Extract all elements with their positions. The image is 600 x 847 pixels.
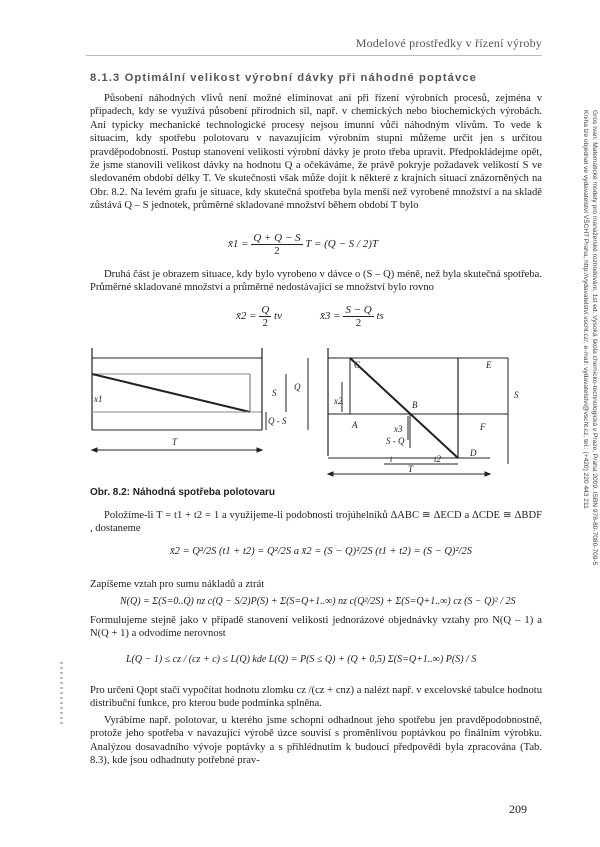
label-S-minus-Q: S - Q (386, 436, 405, 446)
figure-caption: Obr. 8.2: Náhodná spotřeba polotovaru (90, 487, 276, 498)
label-T-right: T (408, 464, 414, 474)
eq2b-rhs: ts (376, 310, 384, 323)
label-B: B (412, 400, 418, 410)
section-title: 8.1.3 Optimální velikost výrobní dávky při náhodné poptávce (90, 72, 477, 84)
eq2a-rhs: tv (274, 310, 282, 323)
eq2a-denominator: 2 (262, 317, 269, 329)
eq1-denominator: 2 (274, 245, 280, 257)
equation-4: N(Q) = Σ(S=0..Q) nz c(Q − S/2)P(S) + Σ(S=Q+1..∞) nz c(Q²/2S) + Σ(S=Q+1..∞) cz (S − Q)² / 2S (120, 596, 516, 607)
eq1-lhs: x̄1 = (228, 238, 249, 251)
figure-random-consumption (90, 344, 542, 478)
eq2b-lhs: x̄3 = (320, 310, 341, 323)
eq2a-numerator: Q (261, 304, 270, 316)
label-t2: t2 (434, 454, 442, 464)
equation-2a (236, 304, 282, 329)
equation-1 (228, 232, 378, 257)
equation-3: x̄2 = Q²/2S (t1 + t2) = Q²/2S a x̄2 = (S − Q)²/2S (t1 + t2) = (S − Q)²/2S (170, 546, 472, 557)
eq1-rhs: T = (Q − S / 2)T (305, 238, 379, 251)
left-diagram (92, 348, 308, 452)
label-T: T (172, 437, 178, 447)
paragraph-5: Formulujeme stejně jako v případě stanovení velikosti jednorázové objednávky vztahy pro N(Q – 1) a N(Q + 1) a odvodíme nerovnost (90, 615, 542, 640)
label-x2: x2 (334, 396, 343, 406)
label-x3: x3 (394, 424, 403, 434)
equation-5: L(Q − 1) ≤ cz / (cz + c) ≤ L(Q) kde L(Q) = P(S ≤ Q) + (Q + 0,5) Σ(S=Q+1..∞) P(S) / S (126, 654, 477, 665)
paragraph-4: Zapíšeme vztah pro sumu nákladů a ztrát (90, 579, 265, 590)
margin-dots (60, 662, 63, 724)
label-C: C (354, 360, 361, 370)
label-F: F (480, 422, 486, 432)
copyright-sidenote (569, 110, 599, 630)
label-S: S (272, 388, 277, 398)
label-Q-minus-S: Q - S (268, 416, 287, 426)
running-title: Modelové prostředky v řízení výroby (355, 36, 542, 50)
eq2b-numerator: S − Q (345, 304, 372, 316)
paragraph-2: Druhá část je obrazem situace, kdy bylo vyrobeno v dávce o (S – Q) méně, než byla skutečná spotřeba. Průměrné skladované množství a průměrné nedostávající se množství bylo rovno (90, 269, 542, 294)
paragraph-7: Vyrábíme např. polotovar, u kterého jsme schopni odhadnout jeho spotřebu jen pravděpodobnostně, protože jeho spotřeba v navazující výrobě úzce souvisí s proměnlivou poptávkou po finálním výrobku. Analýzou dosavadního vývoje poptávky a s přihlédnutím k budoucí předpovědi byla zpracována (Tab. 8.3), kde jsou odhadnuty potřebné prav- (90, 715, 542, 767)
eq1-numerator: Q + Q − S (253, 232, 301, 244)
sidenote-line-1: Gros Ivan: Matematické modely pro manažerské rozhodování, 1st ed. Vysoká škola chemicko-technologická v Praze, Praha 2009. ISBN 978-80-7080-709-5 (591, 110, 598, 566)
eq2a-lhs: x̄2 = (236, 310, 257, 323)
label-A: A (352, 420, 358, 430)
equation-2b (320, 304, 384, 329)
sidenote-line-2: Kniha lze objednat ve vydavatelství VŠCHT Praha, http://vydavatelstvi.vscht.cz/, e-mail: vydavatelstvi@vscht.cz, tel.: (+420) 220 443 211 (582, 110, 589, 509)
eq2b-denominator: 2 (355, 317, 362, 329)
label-D: D (470, 448, 477, 458)
label-E: E (486, 360, 492, 370)
paragraph-1: Působení náhodných vlivů není možné eliminovat ani při řízení výrobních procesů, zejména v případech, kdy se využívá působení přírodních sil, např. v chemických nebo biochemických výrobách. Ani typicky mechanické technologické procesy nejsou imunní vůči náhodným vlivům. To vede k situacím, kdy spotřebu polotovaru v navazujícím výrobním stupni můžeme určit jen s určitou pravděpodobností. Postup stanovení velikosti výrobní dávky je proto třeba upravit. Předpokládejme opět, že jsme stanovili velikost dávky na hodnotu Q a očekáváme, že právě pokryje požadavek velikostí S ve sledovaném období délky T. Ve skutečnosti však může dojít k některé z krajních situací znázorněných na Obr. 8.2. Na levém grafu je situace, kdy skutečná spotřeba byla menší než vyrobené množství a na skladě zůstává Q – S jednotek, průměrné skladované množství během období T bylo (90, 93, 542, 212)
label-x1: x1 (94, 394, 103, 404)
page-number: 209 (509, 802, 527, 816)
header-rule (86, 55, 542, 56)
paragraph-3: Položíme-li T = t1 + t2 = 1 a využijeme-li podobnosti trojúhelníků ΔABC ≅ ΔECD a ΔCDE ≅ ΔBDF , dostaneme (90, 510, 542, 535)
label-S-right: S (514, 390, 519, 400)
label-Q: Q (294, 382, 301, 392)
paragraph-6: Pro určení Qopt stačí vypočítat hodnotu zlomku cz /(cz + cnz) a nalézt např. v excelovské tabulce hodnotu distribuční funkce, pro kterou bude podmínka splněna. (90, 685, 542, 710)
label-t: t (390, 454, 393, 464)
